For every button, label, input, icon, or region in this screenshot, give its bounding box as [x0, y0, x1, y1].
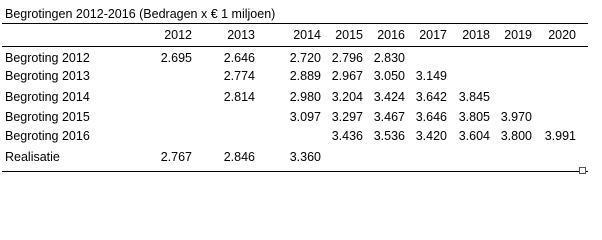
column-header: 2012 [164, 28, 192, 42]
table-cell: 3.536 [373, 129, 405, 143]
bottom-rule [2, 171, 588, 172]
table-cell: 3.424 [373, 90, 405, 104]
row-label: Begroting 2013 [5, 69, 90, 83]
column-header: 2014 [293, 28, 321, 42]
table-title: Begrotingen 2012-2016 (Bedragen x € 1 miljoen) [5, 7, 276, 21]
row-label: Begroting 2016 [5, 129, 90, 143]
table-cell: 3.436 [331, 129, 363, 143]
budget-table [2, 4, 591, 169]
column-header: 2016 [377, 28, 405, 42]
table-cell: 3.845 [458, 90, 490, 104]
column-header: 2013 [227, 28, 255, 42]
top-rule [2, 23, 588, 24]
table-cell: 3.050 [373, 69, 405, 83]
table-cell: 2.720 [289, 51, 321, 65]
table-cell: 2.830 [373, 51, 405, 65]
table-cell: 2.774 [223, 69, 255, 83]
table-cell: 3.991 [544, 129, 576, 143]
column-header: 2015 [335, 28, 363, 42]
table-cell: 3.800 [500, 129, 532, 143]
column-header: 2018 [462, 28, 490, 42]
row-label: Realisatie [5, 150, 60, 164]
table-cell: 3.642 [415, 90, 447, 104]
table-cell: 2.646 [223, 51, 255, 65]
table-cell: 3.805 [458, 110, 490, 124]
table-cell: 2.767 [160, 150, 192, 164]
table-cell: 2.796 [331, 51, 363, 65]
row-label: Begroting 2015 [5, 110, 90, 124]
column-header: 2017 [419, 28, 447, 42]
table-cell: 2.695 [160, 51, 192, 65]
table-cell: 2.846 [223, 150, 255, 164]
row-label: Begroting 2012 [5, 51, 90, 65]
header-rule [2, 46, 588, 47]
table-cell: 2.814 [223, 90, 255, 104]
resize-handle[interactable] [579, 167, 586, 174]
table-cell: 3.360 [289, 150, 321, 164]
table-cell: 3.420 [415, 129, 447, 143]
table-cell: 3.297 [331, 110, 363, 124]
table-cell: 3.970 [500, 110, 532, 124]
table-cell: 2.967 [331, 69, 363, 83]
column-header: 2019 [504, 28, 532, 42]
table-cell: 2.889 [289, 69, 321, 83]
table-cell: 3.604 [458, 129, 490, 143]
table-cell: 3.467 [373, 110, 405, 124]
table-cell: 3.204 [331, 90, 363, 104]
table-cell: 3.646 [415, 110, 447, 124]
column-header: 2020 [548, 28, 576, 42]
table-cell: 3.149 [415, 69, 447, 83]
table-cell: 3.097 [289, 110, 321, 124]
row-label: Begroting 2014 [5, 90, 90, 104]
table-cell: 2.980 [289, 90, 321, 104]
